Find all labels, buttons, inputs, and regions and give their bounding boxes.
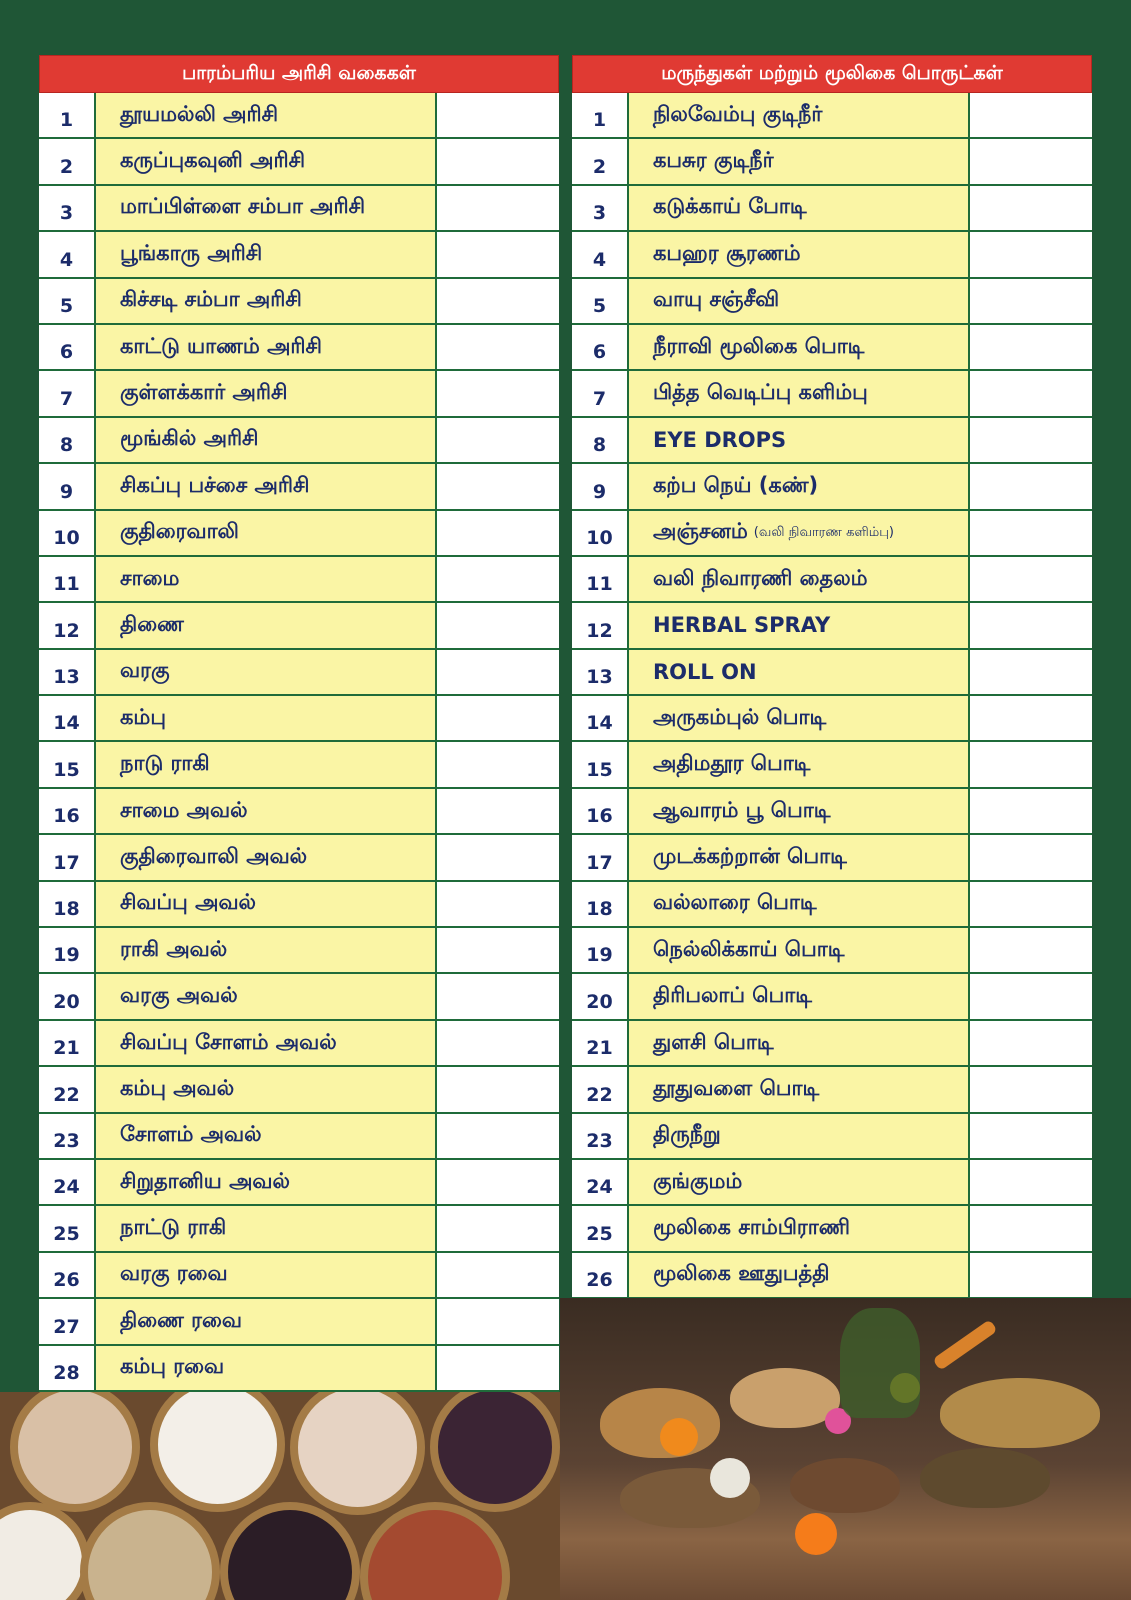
rice-row	[39, 279, 559, 325]
herbal-item-label: குங்குமம்	[653, 1168, 743, 1193]
herbal-item-label: கடுக்காய் போடி	[653, 194, 807, 219]
rice-row-blank-cell	[437, 279, 559, 323]
herbal-row-name	[629, 93, 970, 137]
herbal-row-name	[629, 650, 970, 694]
herbal-row-name	[629, 557, 970, 601]
rice-row	[39, 371, 559, 417]
rice-item-label: வரகு ரவை	[120, 1261, 228, 1286]
herbal-row-number: 25	[572, 1206, 629, 1250]
herb-sprig	[840, 1308, 920, 1418]
herbal-row-name	[629, 928, 970, 972]
herbal-row-blank-cell	[970, 789, 1092, 833]
orange-flower	[795, 1513, 837, 1555]
herbal-row-name	[629, 1114, 970, 1158]
rice-item-label: குள்ளக்கார் அரிசி	[120, 380, 288, 405]
herbal-row-blank-cell	[970, 1206, 1092, 1250]
herbal-table-body	[572, 93, 1092, 1299]
herbal-row-number: 9	[572, 464, 629, 508]
herbal-row	[572, 232, 1092, 278]
herbal-item-label: மூலிகை சாம்பிராணி	[653, 1215, 850, 1240]
herbal-row	[572, 93, 1092, 139]
basket-white-rice	[150, 1392, 285, 1512]
rice-item-label: பூங்காரு அரிசி	[120, 240, 263, 265]
basket-red-rice-2	[360, 1502, 510, 1600]
herbal-item-label: அருகம்புல் பொடி	[653, 704, 827, 729]
dandelion-flower	[710, 1458, 750, 1498]
herbal-item-label: தூதுவளை பொடி	[653, 1075, 820, 1100]
bowl-herb	[730, 1368, 840, 1428]
rice-row-number: 23	[39, 1114, 96, 1158]
herbal-row	[572, 279, 1092, 325]
herbal-row	[572, 1021, 1092, 1067]
herbal-row-blank-cell	[970, 139, 1092, 183]
rice-row-blank-cell	[437, 186, 559, 230]
rice-row-blank-cell	[437, 742, 559, 786]
herbal-row-blank-cell	[970, 232, 1092, 276]
rice-row-name	[96, 696, 437, 740]
herbal-row	[572, 1253, 1092, 1299]
rice-row	[39, 835, 559, 881]
rice-row	[39, 232, 559, 278]
herbal-row-number: 6	[572, 325, 629, 369]
basket-white-rice-2	[0, 1502, 90, 1600]
rice-row-number: 1	[39, 93, 96, 137]
herbal-row	[572, 1067, 1092, 1113]
herbal-row-number: 16	[572, 789, 629, 833]
herbal-row-name	[629, 511, 970, 555]
rice-row-name	[96, 325, 437, 369]
herbal-row-name	[629, 696, 970, 740]
herbal-row-name	[629, 1206, 970, 1250]
herbal-item-label: நீராவி மூலிகை பொடி	[653, 333, 865, 358]
basket-red-rice	[10, 1392, 140, 1512]
herbal-row	[572, 418, 1092, 464]
rice-row-name	[96, 139, 437, 183]
rice-row-number: 19	[39, 928, 96, 972]
rice-varieties-table	[39, 55, 559, 1392]
rice-row-number: 16	[39, 789, 96, 833]
rice-item-label: கம்பு ரவை	[120, 1354, 225, 1379]
rice-row-name	[96, 511, 437, 555]
rice-row-number: 12	[39, 603, 96, 647]
herbal-item-label: கபசுர குடிநீர்	[653, 148, 774, 173]
rice-row-blank-cell	[437, 974, 559, 1018]
herbal-row-blank-cell	[970, 325, 1092, 369]
herbal-item-note: (வலி நிவாரண களிம்பு)	[753, 524, 894, 540]
rice-row	[39, 139, 559, 185]
rice-row-number: 21	[39, 1021, 96, 1065]
herbal-row-name	[629, 325, 970, 369]
rice-row	[39, 1206, 559, 1252]
herbal-row-blank-cell	[970, 1021, 1092, 1065]
herbal-row-number: 21	[572, 1021, 629, 1065]
rice-row-number: 6	[39, 325, 96, 369]
herbal-row	[572, 464, 1092, 510]
rice-row-blank-cell	[437, 650, 559, 694]
herbal-row-number: 5	[572, 279, 629, 323]
herbal-item-label: முடக்கற்றான் பொடி	[653, 843, 847, 868]
rice-row-name	[96, 464, 437, 508]
rice-row-number: 26	[39, 1253, 96, 1297]
herbal-row-name	[629, 232, 970, 276]
herbal-row	[572, 1160, 1092, 1206]
rice-row-name	[96, 1346, 437, 1390]
rice-row-blank-cell	[437, 1346, 559, 1390]
rice-row-name	[96, 650, 437, 694]
rice-item-label: திணை	[120, 611, 184, 636]
rice-row-number: 20	[39, 974, 96, 1018]
herbal-row-number: 3	[572, 186, 629, 230]
bowl-seeds	[790, 1458, 900, 1513]
rice-row	[39, 1299, 559, 1345]
herbal-row	[572, 557, 1092, 603]
herbal-row	[572, 974, 1092, 1020]
bowl-dried-herb	[920, 1448, 1050, 1508]
rice-item-label: சாமை அவல்	[120, 797, 248, 822]
herbal-row	[572, 1206, 1092, 1252]
rice-row-number: 2	[39, 139, 96, 183]
herbal-row-number: 7	[572, 371, 629, 415]
herbal-row	[572, 742, 1092, 788]
herbal-row-blank-cell	[970, 511, 1092, 555]
herbal-row	[572, 882, 1092, 928]
herbal-item-label: அஞ்சனம்	[653, 519, 748, 544]
rice-row-name	[96, 882, 437, 926]
rice-row-name	[96, 742, 437, 786]
herbal-row-name	[629, 882, 970, 926]
rice-item-label: மூங்கில் அரிசி	[120, 426, 259, 451]
rice-row	[39, 882, 559, 928]
basket-pink-rice	[290, 1392, 425, 1515]
rice-row	[39, 603, 559, 649]
herbal-item-label: துளசி பொடி	[653, 1029, 774, 1054]
herbal-row-blank-cell	[970, 882, 1092, 926]
rice-item-label: வரகு அவல்	[120, 983, 238, 1008]
herbal-row	[572, 1114, 1092, 1160]
rice-item-label: சிறுதானிய அவல்	[120, 1168, 290, 1193]
herbal-item-label: ஆவாரம் பூ பொடி	[653, 797, 831, 822]
rice-row	[39, 650, 559, 696]
herbal-row	[572, 511, 1092, 557]
herbal-row	[572, 650, 1092, 696]
rice-item-label: தூயமல்லி அரிசி	[120, 101, 279, 126]
rice-row-blank-cell	[437, 557, 559, 601]
rice-row-number: 10	[39, 511, 96, 555]
rice-table-title: பாரம்பரிய அரிசி வகைகள்	[39, 55, 559, 93]
rice-row-blank-cell	[437, 1206, 559, 1250]
herbal-row-number: 18	[572, 882, 629, 926]
herbal-row	[572, 835, 1092, 881]
herbal-row-name	[629, 974, 970, 1018]
bowl-leaves	[940, 1378, 1100, 1448]
herbal-row-number: 10	[572, 511, 629, 555]
herbal-row-blank-cell	[970, 1253, 1092, 1297]
rice-item-label: சிவப்பு சோளம் அவல்	[120, 1029, 337, 1054]
rice-row	[39, 557, 559, 603]
rice-row	[39, 1160, 559, 1206]
rice-item-label: கருப்புகவுனி அரிசி	[120, 148, 306, 173]
herbal-row-number: 11	[572, 557, 629, 601]
rice-row	[39, 93, 559, 139]
rice-row-blank-cell	[437, 1067, 559, 1111]
herbs-spices-photo	[560, 1298, 1131, 1600]
rice-row-number: 11	[39, 557, 96, 601]
herbal-row-number: 14	[572, 696, 629, 740]
rice-item-label: நாடு ராகி	[120, 751, 210, 776]
herbal-row-name	[629, 1067, 970, 1111]
rice-row-number: 25	[39, 1206, 96, 1250]
herbal-item-label: பித்த வெடிப்பு களிம்பு	[653, 380, 868, 405]
rice-row-number: 7	[39, 371, 96, 415]
herbal-item-label: HERBAL SPRAY	[653, 613, 831, 638]
rice-item-label: சிவப்பு அவல்	[120, 890, 256, 915]
herbal-row-number: 22	[572, 1067, 629, 1111]
herbal-row-name	[629, 279, 970, 323]
rice-row	[39, 974, 559, 1020]
herbal-row-blank-cell	[970, 279, 1092, 323]
rice-row	[39, 325, 559, 371]
rice-row	[39, 418, 559, 464]
herbal-row-name	[629, 371, 970, 415]
rice-row	[39, 742, 559, 788]
herbal-row	[572, 789, 1092, 835]
rice-row-blank-cell	[437, 789, 559, 833]
herbal-row-blank-cell	[970, 557, 1092, 601]
rice-row-blank-cell	[437, 1253, 559, 1297]
rice-row-blank-cell	[437, 1021, 559, 1065]
rice-row-name	[96, 279, 437, 323]
rice-item-label: வரகு	[120, 658, 170, 683]
herbal-item-label: வல்லாரை பொடி	[653, 890, 817, 915]
herbal-row-blank-cell	[970, 974, 1092, 1018]
rice-row-blank-cell	[437, 418, 559, 462]
herbal-row	[572, 603, 1092, 649]
rice-row-name	[96, 603, 437, 647]
herbal-item-label: கபஹர சூரணம்	[653, 240, 801, 265]
rice-row-name	[96, 789, 437, 833]
rice-row	[39, 1253, 559, 1299]
rice-row-blank-cell	[437, 1299, 559, 1343]
herbal-row	[572, 928, 1092, 974]
rice-row-blank-cell	[437, 882, 559, 926]
rice-row-number: 4	[39, 232, 96, 276]
rice-row	[39, 464, 559, 510]
herbal-row-number: 19	[572, 928, 629, 972]
herbal-row-number: 8	[572, 418, 629, 462]
rice-row-number: 27	[39, 1299, 96, 1343]
rice-row	[39, 696, 559, 742]
rice-row-blank-cell	[437, 325, 559, 369]
rice-row-name	[96, 93, 437, 137]
basket-brown-rice	[80, 1502, 220, 1600]
rice-row-name	[96, 1114, 437, 1158]
rice-row-name	[96, 835, 437, 879]
herbal-row-name	[629, 835, 970, 879]
rice-row-name	[96, 1021, 437, 1065]
herbal-row-blank-cell	[970, 603, 1092, 647]
herbal-item-label: கற்ப நெய் (கண்)	[653, 472, 819, 497]
rice-row-name	[96, 418, 437, 462]
rice-item-label: கிச்சடி சம்பா அரிசி	[120, 287, 302, 312]
rice-row-number: 8	[39, 418, 96, 462]
rice-item-label: நாட்டு ராகி	[120, 1215, 227, 1240]
herbal-row-blank-cell	[970, 835, 1092, 879]
herbal-row-blank-cell	[970, 742, 1092, 786]
herbal-row-number: 17	[572, 835, 629, 879]
rice-item-label: காட்டு யாணம் அரிசி	[120, 333, 322, 358]
rice-item-label: கம்பு	[120, 704, 166, 729]
rice-table-body	[39, 93, 559, 1392]
rice-row-number: 13	[39, 650, 96, 694]
herbal-row-name	[629, 789, 970, 833]
rice-row-name	[96, 928, 437, 972]
rice-row-number: 9	[39, 464, 96, 508]
rice-row-name	[96, 1299, 437, 1343]
rice-item-label: ராகி அவல்	[120, 936, 228, 961]
rice-row-number: 18	[39, 882, 96, 926]
marigold-flower	[660, 1418, 698, 1456]
herbal-row-blank-cell	[970, 464, 1092, 508]
herbal-item-label: திருநீறு	[653, 1122, 721, 1147]
herbal-row	[572, 139, 1092, 185]
herbal-row-name	[629, 742, 970, 786]
bowl-spice	[600, 1388, 720, 1458]
rice-row	[39, 186, 559, 232]
rice-row-number: 5	[39, 279, 96, 323]
herbal-item-label: வாயு சஞ்சீவி	[653, 287, 780, 312]
rice-row-blank-cell	[437, 371, 559, 415]
rice-row-name	[96, 557, 437, 601]
rice-row-name	[96, 974, 437, 1018]
rice-row-number: 28	[39, 1346, 96, 1390]
herbal-row-blank-cell	[970, 928, 1092, 972]
rice-row-blank-cell	[437, 696, 559, 740]
herbal-table-title: மருந்துகள் மற்றும் மூலிகை பொருட்கள்	[572, 55, 1092, 93]
rice-row-blank-cell	[437, 511, 559, 555]
herbal-row-blank-cell	[970, 1114, 1092, 1158]
rice-item-label: கம்பு அவல்	[120, 1075, 235, 1100]
herbal-row-number: 1	[572, 93, 629, 137]
herbal-row-blank-cell	[970, 650, 1092, 694]
herbal-row-name	[629, 139, 970, 183]
herbal-row-number: 15	[572, 742, 629, 786]
herbal-row-number: 12	[572, 603, 629, 647]
rice-row-name	[96, 232, 437, 276]
herbal-row-blank-cell	[970, 696, 1092, 740]
rice-row	[39, 928, 559, 974]
basket-dark-rice	[220, 1502, 360, 1600]
rice-row-number: 24	[39, 1160, 96, 1204]
rice-row	[39, 789, 559, 835]
rice-row-number: 14	[39, 696, 96, 740]
rice-row-blank-cell	[437, 603, 559, 647]
herbal-row-number: 24	[572, 1160, 629, 1204]
rice-row-blank-cell	[437, 464, 559, 508]
herbal-item-label: வலி நிவாரணி தைலம்	[653, 565, 868, 590]
herbal-row	[572, 371, 1092, 417]
rice-item-label: சாமை	[120, 565, 180, 590]
herbal-item-label: நிலவேம்பு குடிநீர்	[653, 101, 823, 126]
herbal-row-blank-cell	[970, 1160, 1092, 1204]
herbal-item-label: மூலிகை ஊதுபத்தி	[653, 1261, 830, 1286]
rice-row-name	[96, 186, 437, 230]
herbal-row-blank-cell	[970, 418, 1092, 462]
herbal-row-name	[629, 186, 970, 230]
rice-row-blank-cell	[437, 1160, 559, 1204]
rice-row-name	[96, 1206, 437, 1250]
rice-item-label: சோளம் அவல்	[120, 1122, 262, 1147]
herbal-row	[572, 696, 1092, 742]
rice-item-label: மாப்பிள்ளை சம்பா அரிசி	[120, 194, 366, 219]
rice-row-blank-cell	[437, 232, 559, 276]
rice-item-label: சிகப்பு பச்சை அரிசி	[120, 472, 310, 497]
rice-item-label: திணை ரவை	[120, 1307, 242, 1332]
rice-row-blank-cell	[437, 1114, 559, 1158]
herbal-row-number: 4	[572, 232, 629, 276]
herbal-row-number: 20	[572, 974, 629, 1018]
rice-row	[39, 1021, 559, 1067]
herbal-row-number: 23	[572, 1114, 629, 1158]
rice-row-name	[96, 1253, 437, 1297]
rice-row	[39, 1067, 559, 1113]
herbal-row-number: 26	[572, 1253, 629, 1297]
herbal-row-blank-cell	[970, 1067, 1092, 1111]
rice-row-blank-cell	[437, 928, 559, 972]
rice-row-name	[96, 371, 437, 415]
rice-baskets-photo	[0, 1392, 560, 1600]
herbal-row	[572, 325, 1092, 371]
rice-row-name	[96, 1067, 437, 1111]
herbal-item-label: நெல்லிக்காய் பொடி	[653, 936, 845, 961]
herbal-item-label: EYE DROPS	[653, 427, 787, 452]
rice-row-number: 15	[39, 742, 96, 786]
herbal-row-name	[629, 1253, 970, 1297]
basket-black-rice	[430, 1392, 560, 1512]
rice-item-label: குதிரைவாலி	[120, 519, 239, 544]
rice-row	[39, 511, 559, 557]
herbal-row-blank-cell	[970, 93, 1092, 137]
herbal-row-name	[629, 464, 970, 508]
herbal-row-name	[629, 1021, 970, 1065]
rice-row-name	[96, 1160, 437, 1204]
herbal-row	[572, 186, 1092, 232]
rice-row-blank-cell	[437, 139, 559, 183]
herbal-row-name	[629, 603, 970, 647]
rice-row-number: 17	[39, 835, 96, 879]
herbal-products-table	[572, 55, 1092, 1299]
pestle	[932, 1319, 997, 1371]
rice-row	[39, 1114, 559, 1160]
herbal-row-blank-cell	[970, 186, 1092, 230]
herbal-item-label: திரிபலாப் பொடி	[653, 983, 812, 1008]
herbal-row-name	[629, 418, 970, 462]
herbal-row-name	[629, 1160, 970, 1204]
rice-item-label: குதிரைவாலி அவல்	[120, 843, 308, 868]
herbal-row-number: 2	[572, 139, 629, 183]
rice-row-blank-cell	[437, 835, 559, 879]
rice-row-number: 22	[39, 1067, 96, 1111]
rice-row	[39, 1346, 559, 1392]
rice-row-number: 3	[39, 186, 96, 230]
herbal-row-number: 13	[572, 650, 629, 694]
herbal-row-blank-cell	[970, 371, 1092, 415]
herbal-item-label: ROLL ON	[653, 659, 757, 684]
herbal-item-label: அதிமதூர பொடி	[653, 751, 811, 776]
rice-row-blank-cell	[437, 93, 559, 137]
